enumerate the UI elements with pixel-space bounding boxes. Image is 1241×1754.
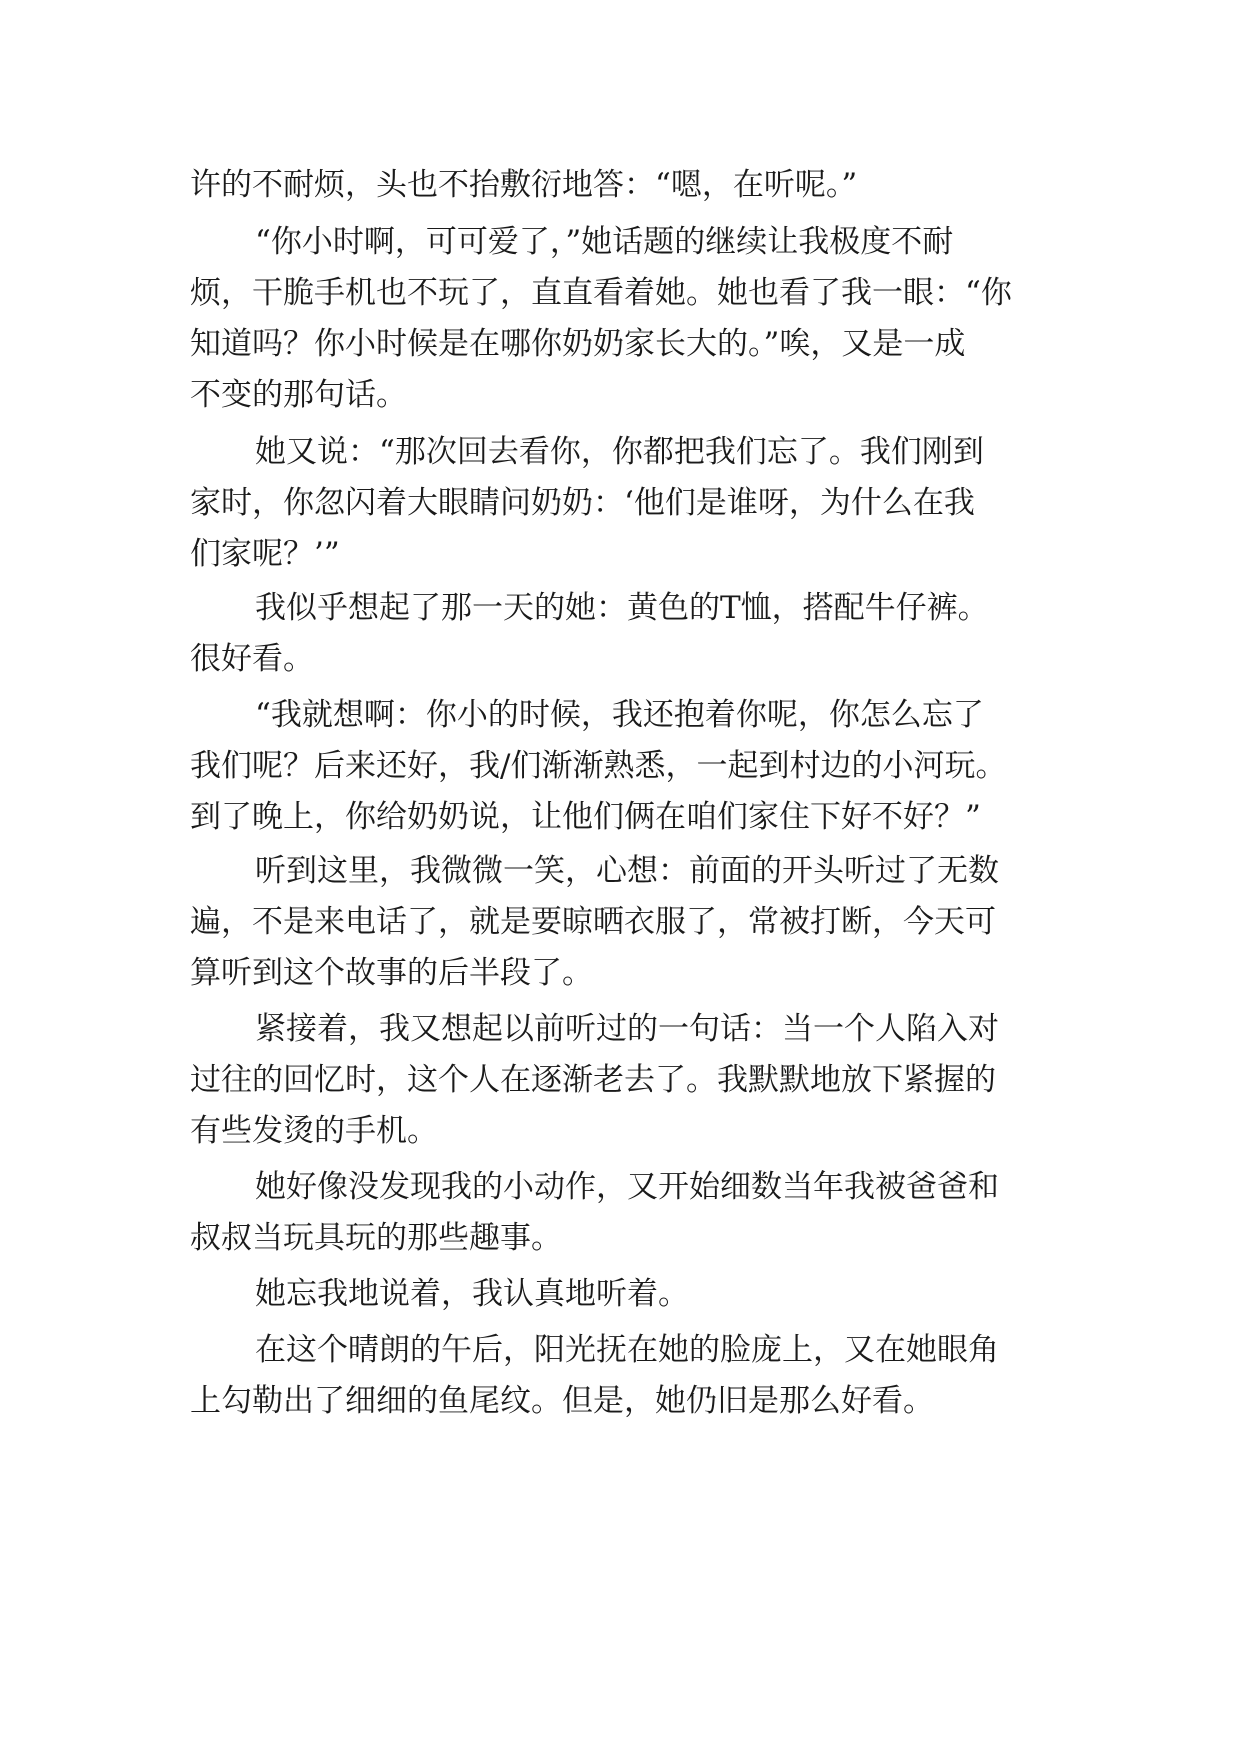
text-line: 许的不耐烦，头也不抬敷衍地答：“嗯，在听呢。” <box>190 167 858 203</box>
text-line: 上勾勒出了细细的鱼尾纹。但是，她仍旧是那么好看。 <box>190 1383 934 1419</box>
text-line: 听到这里，我微微一笑，心想：前面的开头听过了无数 <box>255 853 999 889</box>
text-line: 叔叔当玩具玩的那些趣事。 <box>190 1220 562 1256</box>
text-line: 算听到这个故事的后半段了。 <box>190 955 593 991</box>
text-line: 紧接着，我又想起以前听过的一句话：当一个人陷入对 <box>255 1011 999 1047</box>
text-line: 在这个晴朗的午后，阳光抚在她的脸庞上，又在她眼角 <box>255 1332 999 1368</box>
text-line: 她忘我地说着，我认真地听着。 <box>255 1276 689 1312</box>
text-line: 我们呢？后来还好，我/们渐渐熟悉，一起到村边的小河玩。 <box>190 748 1007 784</box>
text-line: 遍，不是来电话了，就是要晾晒衣服了，常被打断，今天可 <box>190 904 996 940</box>
text-line: 烦，干脆手机也不玩了，直直看着她。她也看了我一眼：“你 <box>190 275 1012 311</box>
text-line: 们家呢？’” <box>190 536 340 572</box>
text-line: “你小时啊，可可爱了，”她话题的继续让我极度不耐 <box>255 224 954 260</box>
text-line: 过往的回忆时，这个人在逐渐老去了。我默默地放下紧握的 <box>190 1062 996 1098</box>
text-line: 不变的那句话。 <box>190 377 407 413</box>
text-line: 到了晚上，你给奶奶说，让他们俩在咱们家住下好不好？” <box>190 799 981 835</box>
text-line: 她又说：“那次回去看你，你都把我们忘了。我们刚到 <box>255 434 984 470</box>
text-line: 家时，你忽闪着大眼睛问奶奶：‘他们是谁呀，为什么在我 <box>190 485 975 521</box>
text-line: 很好看。 <box>190 641 314 677</box>
text-line: “我就想啊：你小的时候，我还抱着你呢，你怎么忘了 <box>255 697 984 733</box>
text-line: 她好像没发现我的小动作，又开始细数当年我被爸爸和 <box>255 1169 999 1205</box>
text-line: 知道吗？你小时候是在哪你奶奶家长大的。”唉，又是一成 <box>190 326 966 362</box>
text-line: 有些发烫的手机。 <box>190 1113 438 1149</box>
text-line: 我似乎想起了那一天的她：黄色的T恤，搭配牛仔裤。 <box>255 590 989 626</box>
